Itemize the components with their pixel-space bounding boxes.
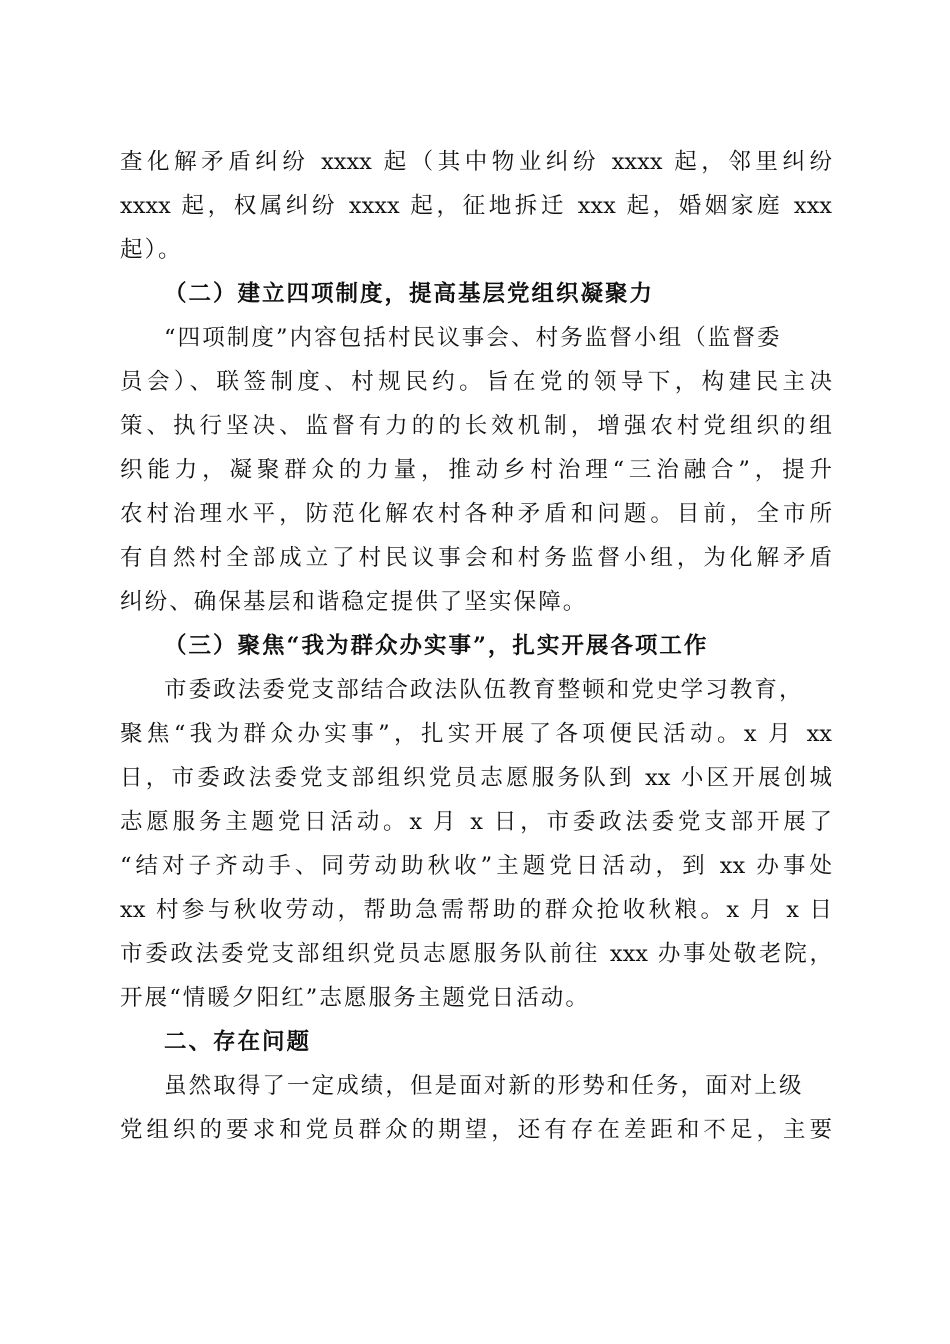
- paragraph-line: xx 村参与秋收劳动，帮助急需帮助的群众抢收秋粮。x 月 x 日: [120, 897, 832, 923]
- paragraph-line: 策、执行坚决、监督有力的的长效机制，增强农村党组织的组: [120, 413, 832, 439]
- paragraph-line: 志愿服务主题党日活动。x 月 x 日，市委政法委党支部开展了: [120, 809, 832, 835]
- paragraph-line: 织能力，凝聚群众的力量，推动乡村治理“三治融合”，提升: [120, 457, 832, 483]
- subheading-two: （二）建立四项制度，提高基层党组织凝聚力: [164, 281, 655, 307]
- paragraph-line: 开展“情暖夕阳红”志愿服务主题党日活动。: [120, 985, 591, 1011]
- document-body: [120, 140, 832, 1152]
- subheading-three: （三）聚焦“我为群众办实事”，扎实开展各项工作: [164, 633, 709, 659]
- paragraph-line: xxxx 起，权属纠纷 xxxx 起，征地拆迁 xxx 起，婚姻家庭 xxx: [120, 193, 832, 219]
- section-heading-problems: 二、存在问题: [164, 1029, 312, 1055]
- paragraph-line: 农村治理水平，防范化解农村各种矛盾和问题。目前，全市所: [120, 501, 832, 527]
- paragraph-line: 聚焦“我为群众办实事”，扎实开展了各项便民活动。x 月 xx: [120, 721, 832, 747]
- paragraph-line: 纠纷、确保基层和谐稳定提供了坚实保障。: [120, 589, 588, 615]
- paragraph-line: 党组织的要求和党员群众的期望，还有存在差距和不足，主要: [120, 1117, 832, 1143]
- paragraph-line: 起）。: [120, 237, 183, 263]
- paragraph-line: 查化解矛盾纠纷 xxxx 起（其中物业纠纷 xxxx 起，邻里纠纷: [120, 149, 832, 175]
- paragraph-line: 员会）、联签制度、村规民约。旨在党的领导下，构建民主决: [120, 369, 832, 395]
- paragraph-line: 市委政法委党支部组织党员志愿服务队前往 xxx 办事处敬老院，: [120, 941, 832, 967]
- paragraph-line: “结对子齐动手、同劳动助秋收”主题党日活动，到 xx 办事处: [120, 853, 832, 879]
- paragraph-line: “四项制度”内容包括村民议事会、村务监督小组（监督委: [164, 325, 782, 351]
- paragraph-line: 日，市委政法委党支部组织党员志愿服务队到 xx 小区开展创城: [120, 765, 832, 791]
- paragraph-line: 有自然村全部成立了村民议事会和村务监督小组，为化解矛盾: [120, 545, 832, 571]
- paragraph-line: 市委政法委党支部结合政法队伍教育整顿和党史学习教育，: [164, 677, 804, 703]
- paragraph-line: 虽然取得了一定成绩，但是面对新的形势和任务，面对上级: [164, 1073, 804, 1099]
